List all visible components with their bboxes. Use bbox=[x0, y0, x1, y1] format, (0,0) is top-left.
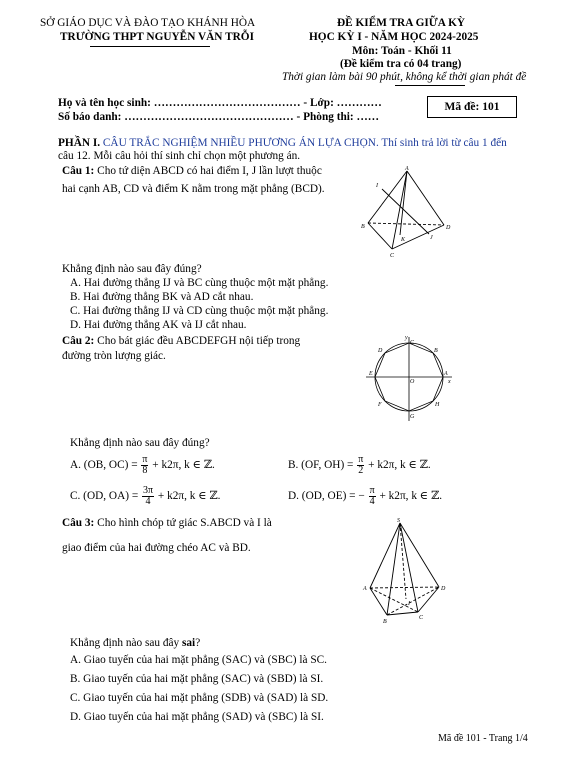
header-underline bbox=[90, 46, 210, 47]
fig-label: C bbox=[390, 253, 395, 259]
q3-prompt-emphasis: sai bbox=[182, 637, 196, 649]
page-footer: Mã đề 101 - Trang 1/4 bbox=[438, 733, 528, 744]
q1-option-d[interactable]: D. Hai đường thẳng AK và IJ cắt nhau. bbox=[70, 319, 247, 331]
svg-text:B: B bbox=[383, 619, 387, 625]
q3-text-1: Câu 3: Cho hình chóp tứ giác S.ABCD và I là bbox=[62, 517, 272, 529]
pages-note: (Đề kiểm tra có 04 trang) bbox=[340, 58, 462, 70]
time-note: Thời gian làm bài 90 phút, không kể thời gian phát đề bbox=[282, 71, 527, 83]
svg-text:D: D bbox=[441, 586, 446, 592]
svg-text:x: x bbox=[448, 379, 451, 385]
svg-text:D: D bbox=[378, 348, 383, 354]
time-underline bbox=[395, 85, 465, 86]
pyramid-figure bbox=[362, 515, 454, 627]
fig-label: K bbox=[401, 237, 406, 243]
semester: HỌC KỲ I - NĂM HỌC 2024-2025 bbox=[309, 31, 479, 43]
part1-instruction-2: câu 12. Mỗi câu hỏi thí sinh chỉ chọn một phương án. bbox=[58, 150, 301, 162]
fig-label: D bbox=[446, 225, 451, 231]
exam-code-box: Mã đề: 101 bbox=[427, 96, 517, 118]
q2-option-b[interactable]: B. (OF, OH) = $\frac{\pi}{2}$ + k2π, k ∈ ℤ. bbox=[288, 454, 431, 476]
svg-text:F: F bbox=[378, 402, 382, 408]
svg-text:C: C bbox=[419, 615, 424, 621]
q3-text-2: giao điểm của hai đường chéo AC và BD. bbox=[62, 542, 251, 554]
q1-prompt: Khẳng định nào sau đây đúng? bbox=[62, 263, 202, 275]
fig-label: A bbox=[405, 166, 409, 172]
part1-heading: PHẦN I. bbox=[58, 137, 101, 149]
q3-option-b[interactable]: B. Giao tuyến của hai mặt phẳng (SAC) và (SBD) là SI. bbox=[70, 673, 324, 685]
q2-label: Câu 2: bbox=[62, 335, 95, 347]
department-name: SỞ GIÁO DỤC VÀ ĐÀO TẠO KHÁNH HÒA bbox=[40, 17, 256, 29]
q3-option-d[interactable]: D. Giao tuyến của hai mặt phẳng (SAD) và (SBC) là SI. bbox=[70, 711, 324, 723]
part1-instruction bbox=[58, 137, 507, 149]
tetrahedron-figure bbox=[360, 163, 452, 259]
svg-text:C: C bbox=[410, 340, 415, 346]
svg-text:A: A bbox=[363, 586, 367, 592]
svg-text:E: E bbox=[369, 371, 373, 377]
q1-option-a[interactable]: A. Hai đường thẳng IJ và BC cùng thuộc một mặt phẳng. bbox=[70, 277, 329, 289]
school-name: TRƯỜNG THPT NGUYỄN VĂN TRỖI bbox=[60, 31, 254, 43]
q2-option-a[interactable]: A. (OB, OC) = $\frac{\pi}{8}$ + k2π, k ∈ ℤ. bbox=[70, 454, 215, 476]
student-name-line: Họ và tên học sinh: ………………………………… - Lớp: ………… bbox=[58, 97, 382, 109]
student-id-line: Số báo danh: ……………………………………… - Phòng thi: …… bbox=[58, 111, 380, 123]
q1-label: Câu 1: bbox=[62, 165, 95, 177]
svg-text:B: B bbox=[434, 348, 438, 354]
q1-text-2: hai cạnh AB, CD và điểm K nằm trong mặt phẳng (BCD). bbox=[62, 183, 325, 195]
q2-option-d[interactable]: D. (OD, OE) = − $\frac{\pi}{4}$ + k2π, k ∈ ℤ. bbox=[288, 485, 443, 507]
part1-text: CÂU TRẮC NGHIỆM NHIỀU PHƯƠNG ÁN LỰA CHỌN. Thí sinh trả lời từ câu 1 đến bbox=[102, 137, 507, 149]
q2-prompt: Khẳng định nào sau đây đúng? bbox=[70, 437, 210, 449]
q2-text-2: đường tròn lượng giác. bbox=[62, 350, 166, 362]
q1-option-b[interactable]: B. Hai đường thẳng BK và AD cắt nhau. bbox=[70, 291, 254, 303]
q1-option-c[interactable]: C. Hai đường thẳng IJ và CD cùng thuộc một mặt phẳng. bbox=[70, 305, 329, 317]
exam-title: ĐỀ KIỂM TRA GIỮA KỲ bbox=[337, 17, 466, 29]
fig-label: I bbox=[376, 183, 378, 189]
q1-text-1: Câu 1: Cho tứ diện ABCD có hai điểm I, J lần lượt thuộc bbox=[62, 165, 322, 177]
subject: Môn: Toán - Khối 11 bbox=[352, 45, 452, 57]
svg-text:I: I bbox=[408, 601, 410, 607]
svg-text:S: S bbox=[397, 518, 400, 524]
q2-text-1: Câu 2: Cho bát giác đều ABCDEFGH nội tiếp trong bbox=[62, 335, 301, 347]
q3-option-c[interactable]: C. Giao tuyến của hai mặt phẳng (SDB) và (SAD) là SD. bbox=[70, 692, 329, 704]
svg-text:H: H bbox=[435, 402, 440, 408]
q2-option-c[interactable]: C. (OD, OA) = $\frac{3\pi}{4}$ + k2π, k ∈ ℤ. bbox=[70, 485, 221, 507]
svg-text:G: G bbox=[410, 414, 415, 420]
svg-text:y: y bbox=[405, 335, 408, 341]
q3-prompt: Khẳng định nào sau đây sai? bbox=[70, 637, 201, 649]
fig-label: J bbox=[430, 235, 433, 241]
svg-text:O: O bbox=[410, 379, 415, 385]
svg-text:A: A bbox=[444, 371, 448, 377]
q3-label: Câu 3: bbox=[62, 517, 95, 529]
fig-label: B bbox=[361, 224, 365, 230]
q3-option-a[interactable]: A. Giao tuyến của hai mặt phẳng (SAC) và (SBC) là SC. bbox=[70, 654, 327, 666]
octagon-unit-circle-figure bbox=[362, 333, 454, 423]
